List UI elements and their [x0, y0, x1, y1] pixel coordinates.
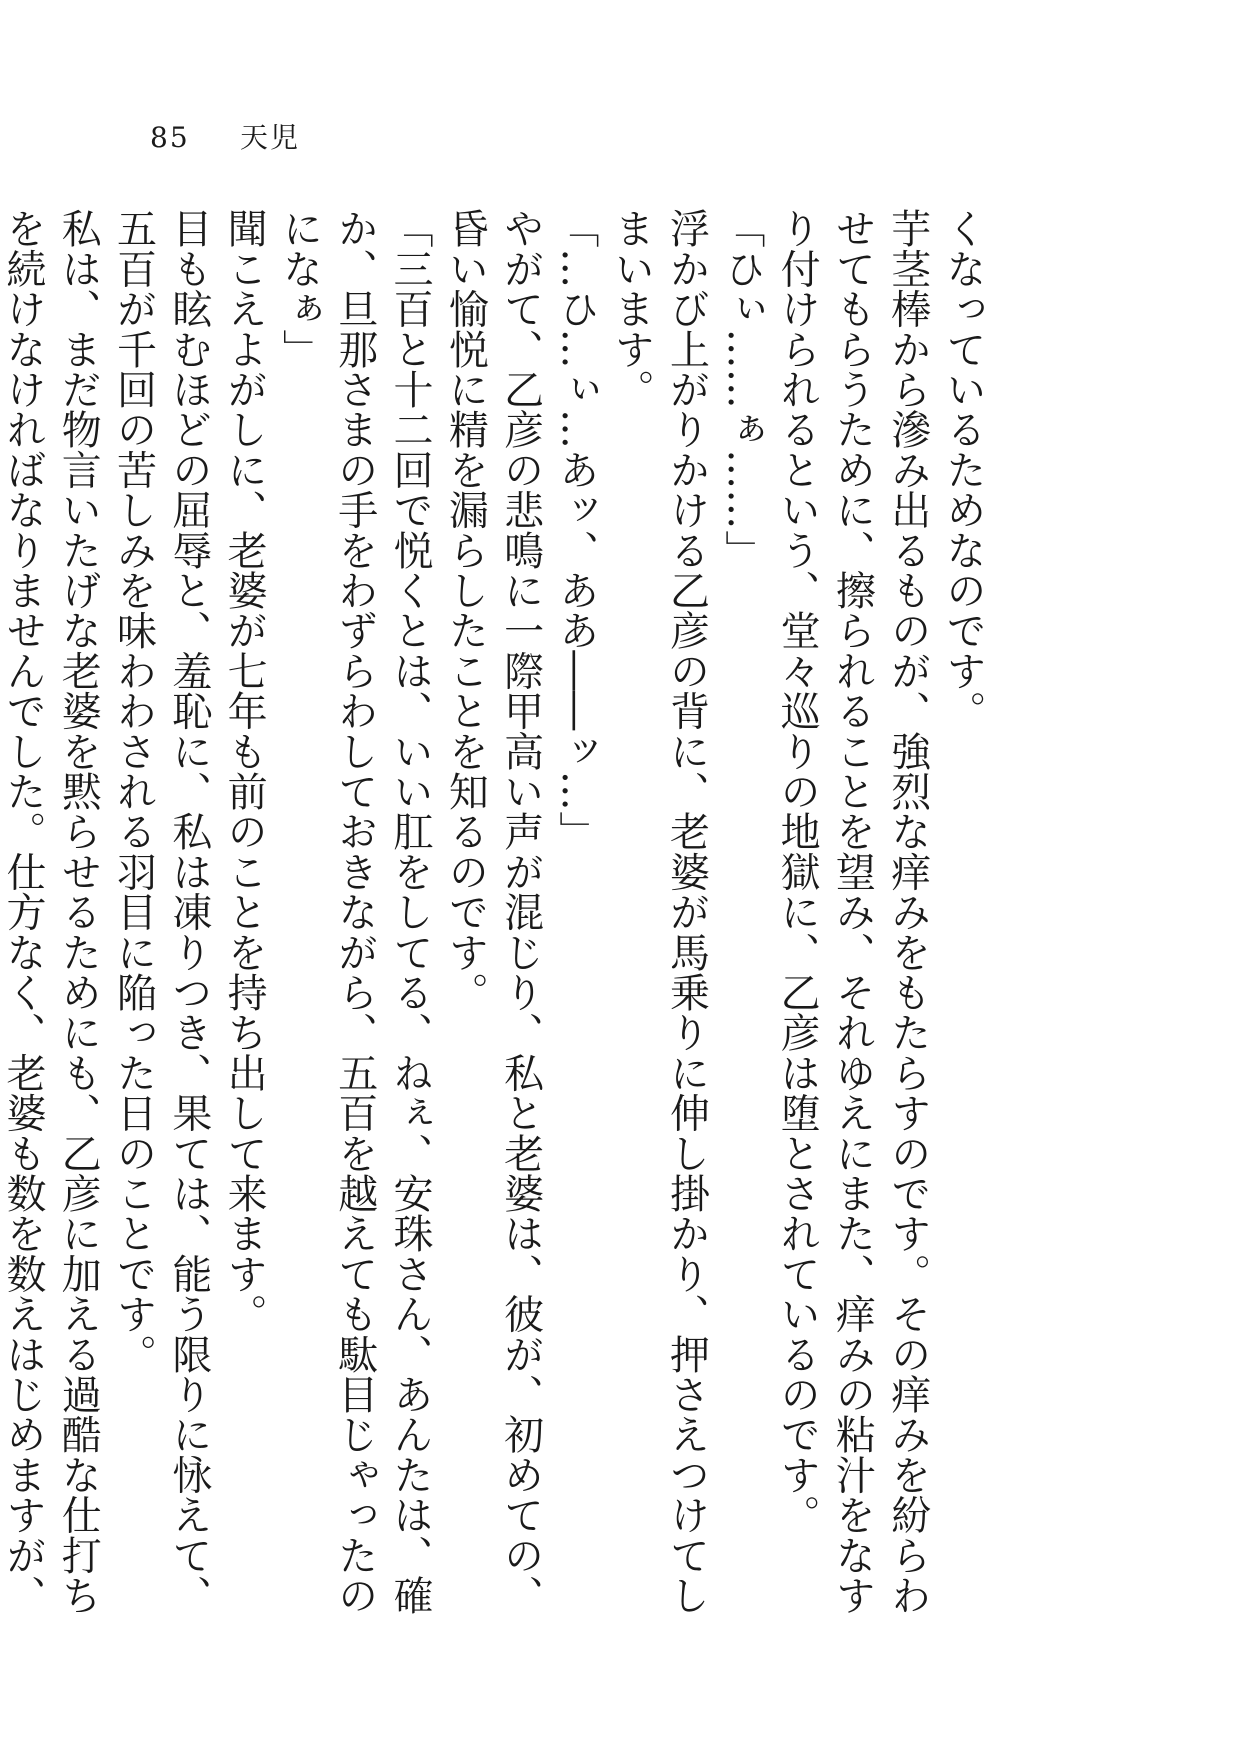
paragraph: 「三百と十二回で悦くとは、いい肛をしてる、ねぇ、安珠さん、あんたは、確か、旦那さまの手をわずらわしておきながら、五百を越えても駄目じゃったのになぁ」: [276, 208, 434, 1615]
chapter-title: 天児: [240, 121, 301, 154]
paragraph: 私は、まだ物言いたげな老婆を黙らせるためにも、乙彦に加える過酷な仕打ちを続けなければなりませんでした。仕方なく、老婆も数を数えはじめますが、: [0, 208, 102, 1615]
paragraph: 目も眩むほどの屈辱と、羞恥に、私は凍りつき、果ては、能う限りに怺えて、五百が千回の苦しみを味わわされる羽目に陥った日のことです。: [110, 208, 212, 1615]
paragraph: くなっているためなのです。: [940, 208, 986, 731]
paragraph: 芋茎棒から滲み出るものが、強烈な痒みをもたらすのです。その痒みを紛らわせてもらうために、擦られることを望み、それゆえにまた、痒みの粘汁をなすり付けられるという、堂々巡りの地獄に、乙彦は堕とされているのです。: [774, 208, 931, 1615]
paragraph: やがて、乙彦の悲鳴に一際甲高い声が混じり、私と老婆は、彼が、初めての、昏い愉悦に精を漏らしたことを知るのです。: [442, 208, 544, 1615]
page-header: [150, 118, 300, 158]
page-number: 85: [150, 121, 190, 154]
paragraph: 「ひぃ……ぁ……」: [718, 208, 765, 570]
paragraph: 「…ひ…ぃ…あッ、ああ――ッ…」: [552, 208, 599, 852]
paragraph: 浮かび上がりかける乙彦の背に、老婆が馬乗りに伸し掛かり、押さえつけてしまいます。: [608, 208, 710, 1615]
body-text: [0, 208, 990, 1648]
paragraph: 聞こえよがしに、老婆が七年も前のことを持ち出して来ます。: [221, 208, 268, 1334]
